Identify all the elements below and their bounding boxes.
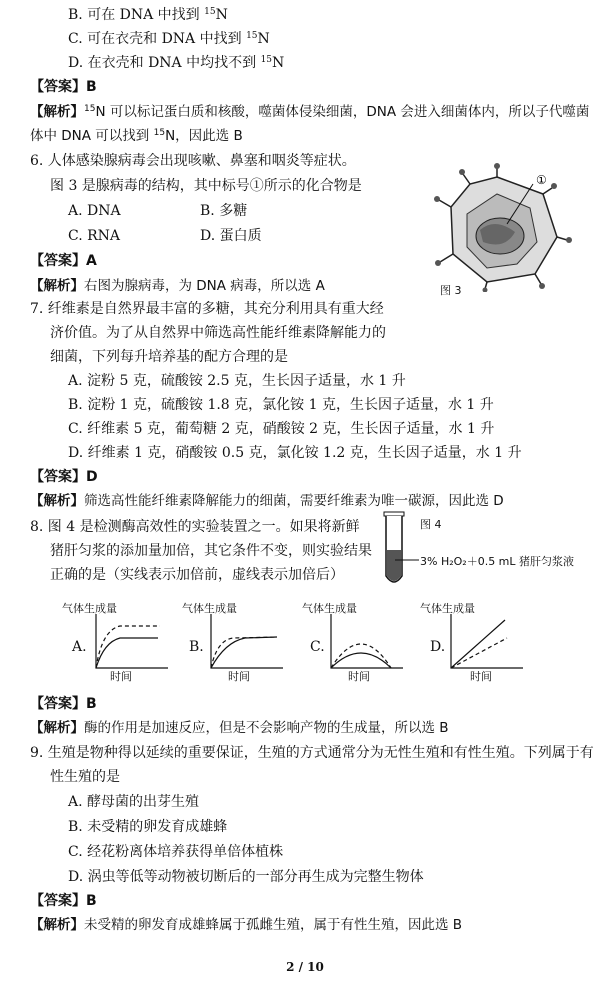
q5-option-b: B. 可在 DNA 中找到 $^{15}$N [68, 7, 228, 23]
q6-option-b: B. 多糖 [200, 203, 248, 219]
graph-c-label: C. [310, 639, 325, 655]
q6-analysis: 【解析】右图为腺病毒，为 DNA 病毒，所以选 A [30, 278, 325, 294]
q8-stem-line2: 猪肝匀浆的添加量加倍，其它条件不变，则实验结果 [50, 543, 372, 559]
q7-option-a: A. 淀粉 5 克，硫酸铵 2.5 克，生长因子适量，水 1 升 [68, 373, 406, 389]
graph-c [325, 614, 405, 672]
q5-analysis-line1: 【解析】$^{15}$N 可以标记蛋白质和核酸，噬菌体侵染细菌，DNA 会进入细菌体内，所以子代噬菌 [30, 104, 590, 120]
q7-answer: 【答案】D [30, 469, 98, 485]
q9-option-c: C. 经花粉离体培养获得单倍体植株 [68, 844, 284, 860]
graph-d [445, 614, 525, 672]
graph-b-label: B. [189, 639, 204, 655]
graph-a [90, 614, 170, 672]
q5-answer: 【答案】B [30, 79, 97, 95]
q8-stem-line3: 正确的是（实线表示加倍前，虚线表示加倍后） [50, 567, 344, 583]
q6-option-a: A. DNA [68, 203, 121, 219]
q9-option-b: B. 未受精的卵发育成雄蜂 [68, 819, 228, 835]
q7-option-d: D. 纤维素 1 克，硝酸铵 0.5 克，氯化铵 1.2 克，生长因子适量，水 1 升 [68, 445, 522, 461]
q6-option-c: C. RNA [68, 228, 121, 244]
q8-stem-line1: 8. 图 4 是检测酶高效性的实验装置之一。如果将新鲜 [30, 519, 360, 535]
tube-label: 3% H₂O₂＋0.5 mL 猪肝匀浆液 [420, 555, 575, 568]
figure4-label: 图 4 [420, 518, 442, 531]
q6-answer: 【答案】A [30, 253, 97, 269]
test-tube-figure [380, 510, 410, 590]
graph-c-xlabel: 时间 [348, 670, 370, 683]
q7-option-c: C. 纤维素 5 克，葡萄糖 2 克，硝酸铵 2 克，生长因子适量，水 1 升 [68, 421, 495, 437]
graph-d-label: D. [430, 639, 446, 655]
adenovirus-figure [425, 162, 575, 292]
tube-label-leader [395, 555, 423, 565]
graph-a-xlabel: 时间 [110, 670, 132, 683]
graph-c-ylabel: 气体生成量 [302, 602, 357, 615]
q5-analysis-line2: 体中 DNA 可以找到 $^{15}$N，因此选 B [30, 128, 243, 144]
graph-b-xlabel: 时间 [228, 670, 250, 683]
q5-option-d: D. 在衣壳和 DNA 中均找不到 $^{15}$N [68, 55, 285, 71]
q7-stem-line2: 济价值。为了从自然界中筛选高性能纤维素降解能力的 [50, 325, 386, 341]
graph-b-ylabel: 气体生成量 [182, 602, 237, 615]
graph-a-label: A. [72, 639, 87, 655]
q9-analysis: 【解析】未受精的卵发育成雄蜂属于孤雌生殖，属于有性生殖，因此选 B [30, 917, 463, 933]
figure3-marker: ① [536, 173, 547, 187]
q6-stem-line2: 图 3 是腺病毒的结构，其中标号①所示的化合物是 [50, 178, 362, 194]
q7-analysis: 【解析】筛选高性能纤维素降解能力的细菌，需要纤维素为唯一碳源，因此选 D [30, 493, 504, 509]
graph-b [205, 614, 285, 672]
q9-answer: 【答案】B [30, 893, 97, 909]
graph-a-ylabel: 气体生成量 [62, 602, 117, 615]
q6-stem-line1: 6. 人体感染腺病毒会出现咳嗽、鼻塞和咽炎等症状。 [30, 153, 356, 169]
q9-option-a: A. 酵母菌的出芽生殖 [68, 794, 200, 810]
q9-stem-line1: 9. 生殖是物种得以延续的重要保证，生殖的方式通常分为无性生殖和有性生殖。下列属于有 [30, 745, 594, 761]
q9-option-d: D. 涡虫等低等动物被切断后的一部分再生成为完整生物体 [68, 869, 424, 885]
graph-d-xlabel: 时间 [470, 670, 492, 683]
q5-option-c: C. 可在衣壳和 DNA 中找到 $^{15}$N [68, 31, 270, 47]
graph-d-ylabel: 气体生成量 [420, 602, 475, 615]
q8-answer: 【答案】B [30, 696, 97, 712]
q7-stem-line1: 7. 纤维素是自然界最丰富的多糖，其充分利用具有重大经 [30, 301, 384, 317]
q8-analysis: 【解析】酶的作用是加速反应，但是不会影响产物的生成量，所以选 B [30, 720, 449, 736]
q6-option-d: D. 蛋白质 [200, 228, 262, 244]
q9-stem-line2: 性生殖的是 [50, 769, 120, 785]
q7-option-b: B. 淀粉 1 克，硫酸铵 1.8 克，氯化铵 1 克，生长因子适量，水 1 升 [68, 397, 494, 413]
q7-stem-line3: 细菌，下列每升培养基的配方合理的是 [50, 349, 288, 365]
page-number: 2 / 10 [286, 960, 324, 974]
figure3-label: 图 3 [440, 284, 462, 297]
